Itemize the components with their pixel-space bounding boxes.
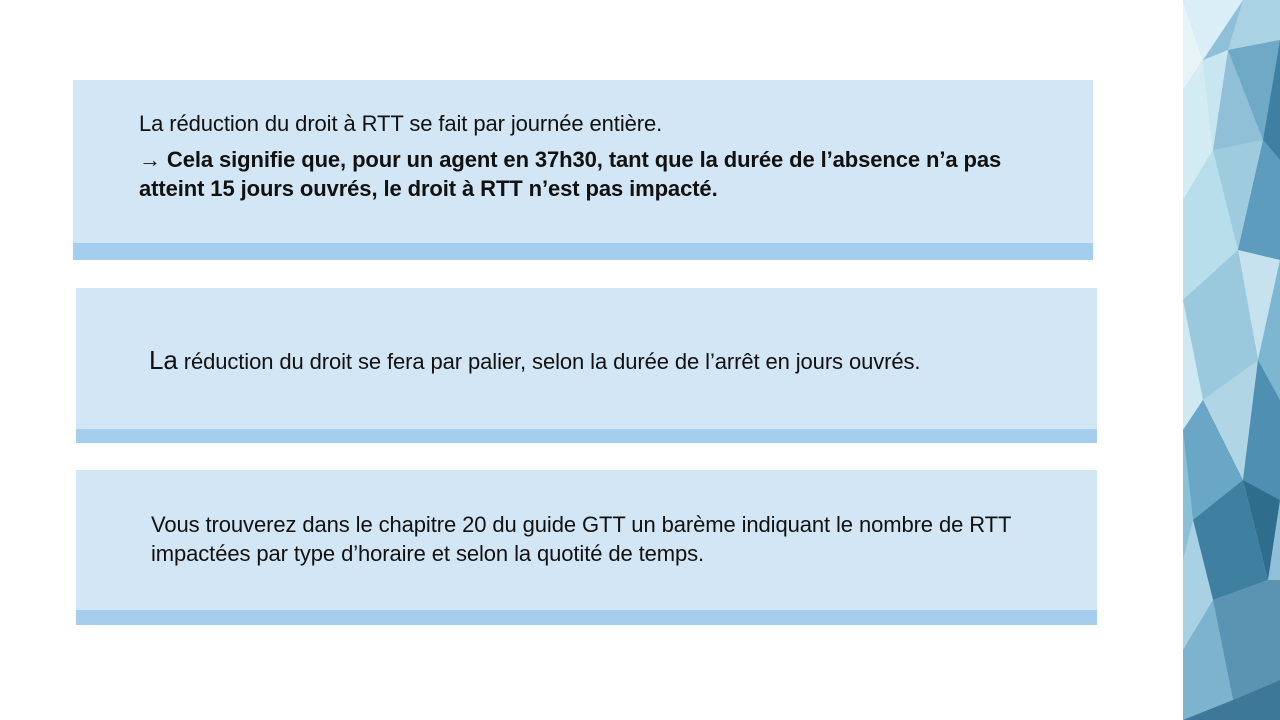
card-2-accent-bar bbox=[76, 429, 1097, 443]
card-1-explanation-text: Cela signifie que, pour un agent en 37h30, tant que la durée de l’absence n’a pas atteint 15 jours ouvrés, le droit à RTT n’est pas impacté. bbox=[139, 147, 1002, 201]
card-3-accent-bar bbox=[76, 610, 1097, 625]
low-poly-decoration bbox=[1183, 0, 1280, 720]
card-1-explanation bbox=[139, 145, 1049, 203]
card-1-accent-bar bbox=[73, 243, 1093, 260]
card-2-rest: réduction du droit se fera par palier, selon la durée de l’arrêt en jours ouvrés. bbox=[177, 349, 921, 374]
text-card-palier bbox=[76, 288, 1097, 443]
card-2-lead-word: La bbox=[149, 345, 178, 375]
card-3-statement: Vous trouverez dans le chapitre 20 du guide GTT un barème indiquant le nombre de RTT impactées par type d’horaire et selon la quotité de temps. bbox=[151, 512, 1011, 566]
card-1-statement: La réduction du droit à RTT se fait par journée entière. bbox=[139, 111, 663, 136]
arrow-icon: → bbox=[139, 147, 161, 172]
text-card-rtt-journee bbox=[73, 80, 1093, 260]
text-card-bareme bbox=[76, 470, 1097, 625]
card-2-statement bbox=[149, 346, 1049, 376]
